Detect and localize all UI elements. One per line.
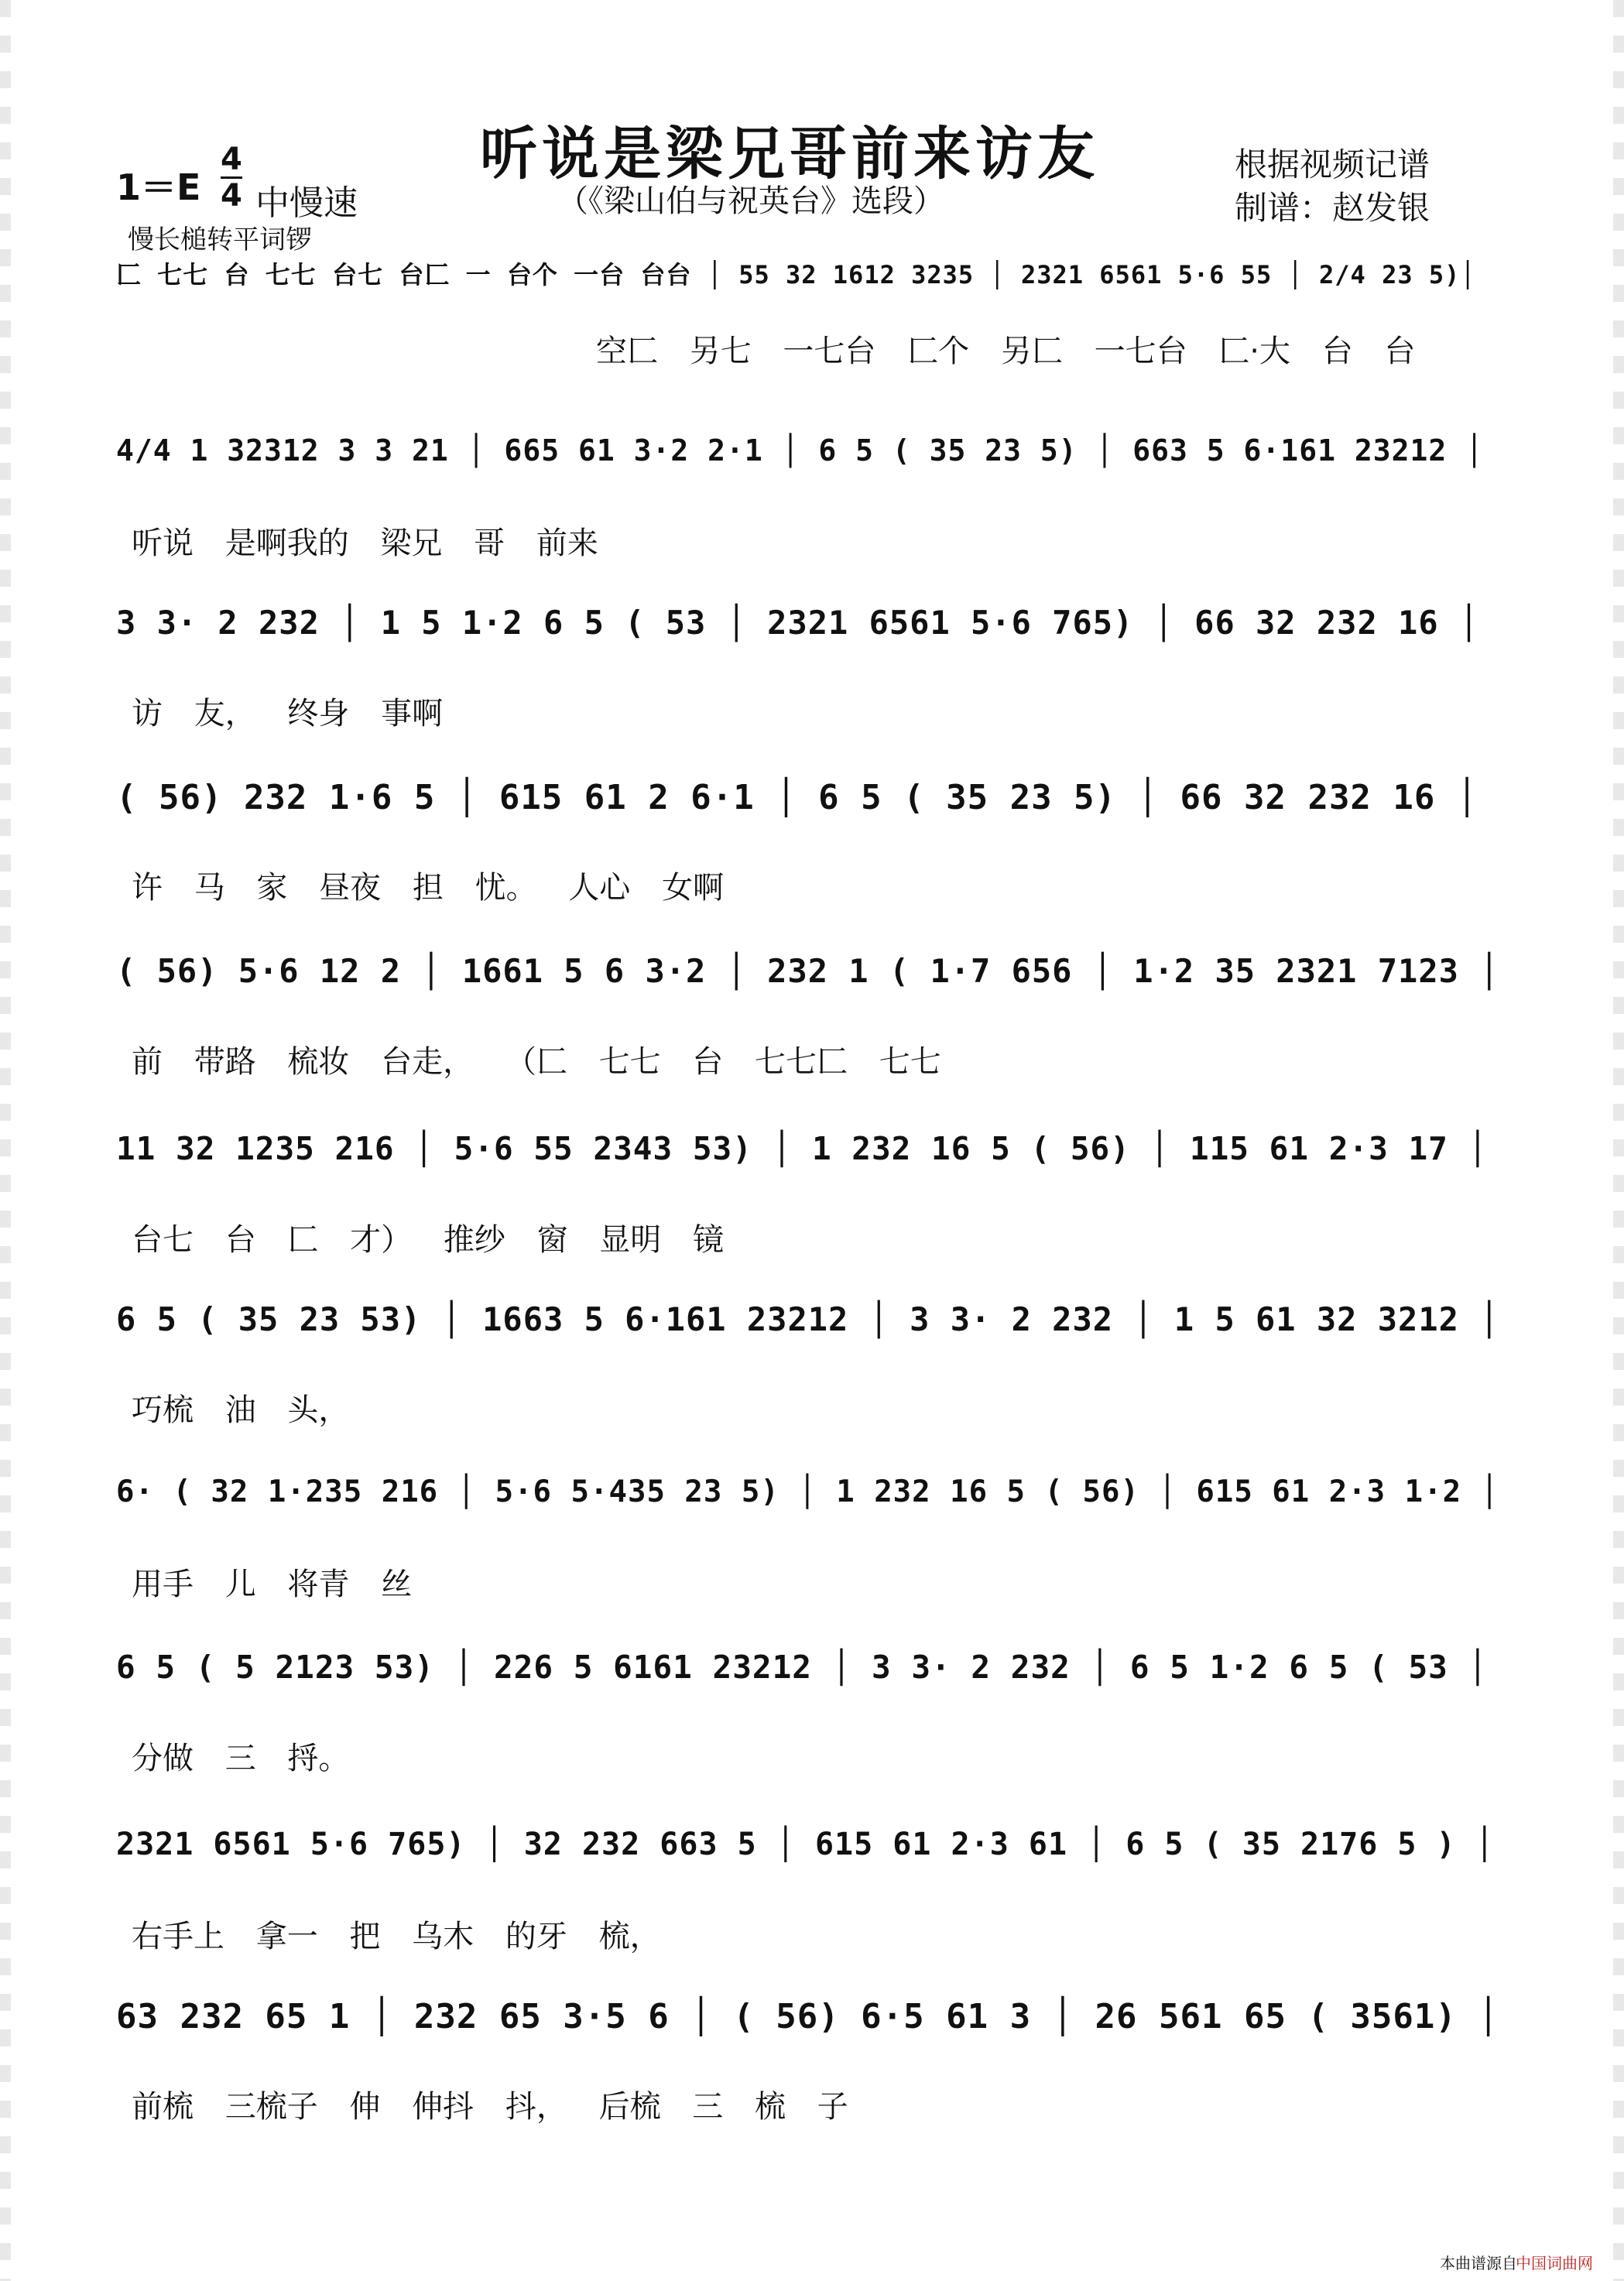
notation-line: 4/4 1 32312 3 3 21 │ 665 61 3·2 2·1 │ 6 5 ( 35 23 5) │ 663 5 6·161 23212 │ (116, 433, 1484, 468)
left-margin-pattern (0, 0, 11, 2281)
lyric-line: 空匚 另七 一七台 匚个 另匚 一七台 匚·大 台 台 (596, 334, 1416, 369)
notation-line: 63 232 65 1 │ 232 65 3·5 6 │ ( 56) 6·5 61 3 │ 26 561 65 ( 3561) │ (116, 1997, 1499, 2036)
lyric-line: 用手 儿 将青 丝 (132, 1567, 413, 1602)
meter-top: 4 (221, 142, 242, 177)
notation-line: ( 56) 5·6 12 2 │ 1661 5 6 3·2 │ 232 1 ( 1·7 656 │ 1·2 35 2321 7123 │ (116, 952, 1500, 990)
footer-source: 本曲谱源自 (1440, 2254, 1517, 2272)
lyric-line: 访 友， 终身 事啊 (132, 696, 444, 731)
notation-line: 6 5 ( 35 23 53) │ 1663 5 6·161 23212 │ 3 3· 2 232 │ 1 5 61 32 3212 │ (116, 1300, 1500, 1338)
notation-line: 3 3· 2 232 │ 1 5 1·2 6 5 ( 53 │ 2321 6561 5·6 765) │ 66 32 232 16 │ (116, 604, 1480, 642)
credit-author: 制谱：赵发银 (1235, 189, 1430, 227)
right-margin-pattern (1613, 0, 1624, 2281)
notation-line: 11 32 1235 216 │ 5·6 55 2343 53) │ 1 232 16 5 ( 56) │ 115 61 2·3 17 │ (116, 1130, 1489, 1167)
page-title: 听说是梁兄哥前来访友 (480, 121, 1099, 187)
lyric-line: 前梳 三梳子 伸 伸抖 抖， 后梳 三 梳 子 (132, 2089, 848, 2125)
notation-line: 匚 七七 台 七七 台七 台匚 一 台个 一台 台台 │ 55 32 1612 3235 │ 2321 6561 5·6 55 │ 2/4 23 5)│ (116, 260, 1476, 289)
notation-line: 2321 6561 5·6 765) │ 32 232 663 5 │ 615 61 2·3 61 │ 6 5 ( 35 2176 5 ) │ (116, 1827, 1495, 1862)
page-subtitle: （《梁山伯与祝英台》选段） (557, 183, 944, 219)
lyric-line: 许 马 家 昼夜 担 忧。 人心 女啊 (132, 870, 725, 906)
notation-line: ( 56) 232 1·6 5 │ 615 61 2 6·1 │ 6 5 ( 35 23 5) │ 66 32 232 16 │ (116, 778, 1478, 817)
lyric-line: 听说 是啊我的 梁兄 哥 前来 (132, 526, 598, 561)
lyric-line: 巧梳 油 头， (132, 1392, 350, 1428)
tempo-marking: 中慢速 (255, 183, 358, 223)
notation-line: 6· ( 32 1·235 216 │ 5·6 5·435 23 5) │ 1 232 16 5 ( 56) │ 615 61 2·3 1·2 │ (116, 1474, 1500, 1509)
notation-line: 6 5 ( 5 2123 53) │ 226 5 6161 23212 │ 3 3· 2 232 │ 6 5 1·2 6 5 ( 53 │ (116, 1649, 1489, 1686)
key-signature: 1＝E (116, 166, 201, 208)
meter-bottom: 4 (221, 178, 242, 214)
time-signature (221, 142, 242, 213)
credit-source: 根据视频记谱 (1235, 146, 1430, 183)
lyric-line: 分做 三 捋。 (132, 1741, 350, 1776)
intro-note: 慢长槌转平词锣 (128, 224, 312, 255)
lyric-line: 右手上 拿一 把 乌木 的牙 梳， (132, 1919, 661, 1954)
footer-site: 中国词曲网 (1516, 2254, 1593, 2272)
lyric-line: 前 带路 梳妆 台走， （匚 七七 台 七七匚 七七 (132, 1044, 941, 1080)
lyric-line: 台七 台 匚 才） 推纱 窗 显明 镜 (132, 1222, 725, 1258)
